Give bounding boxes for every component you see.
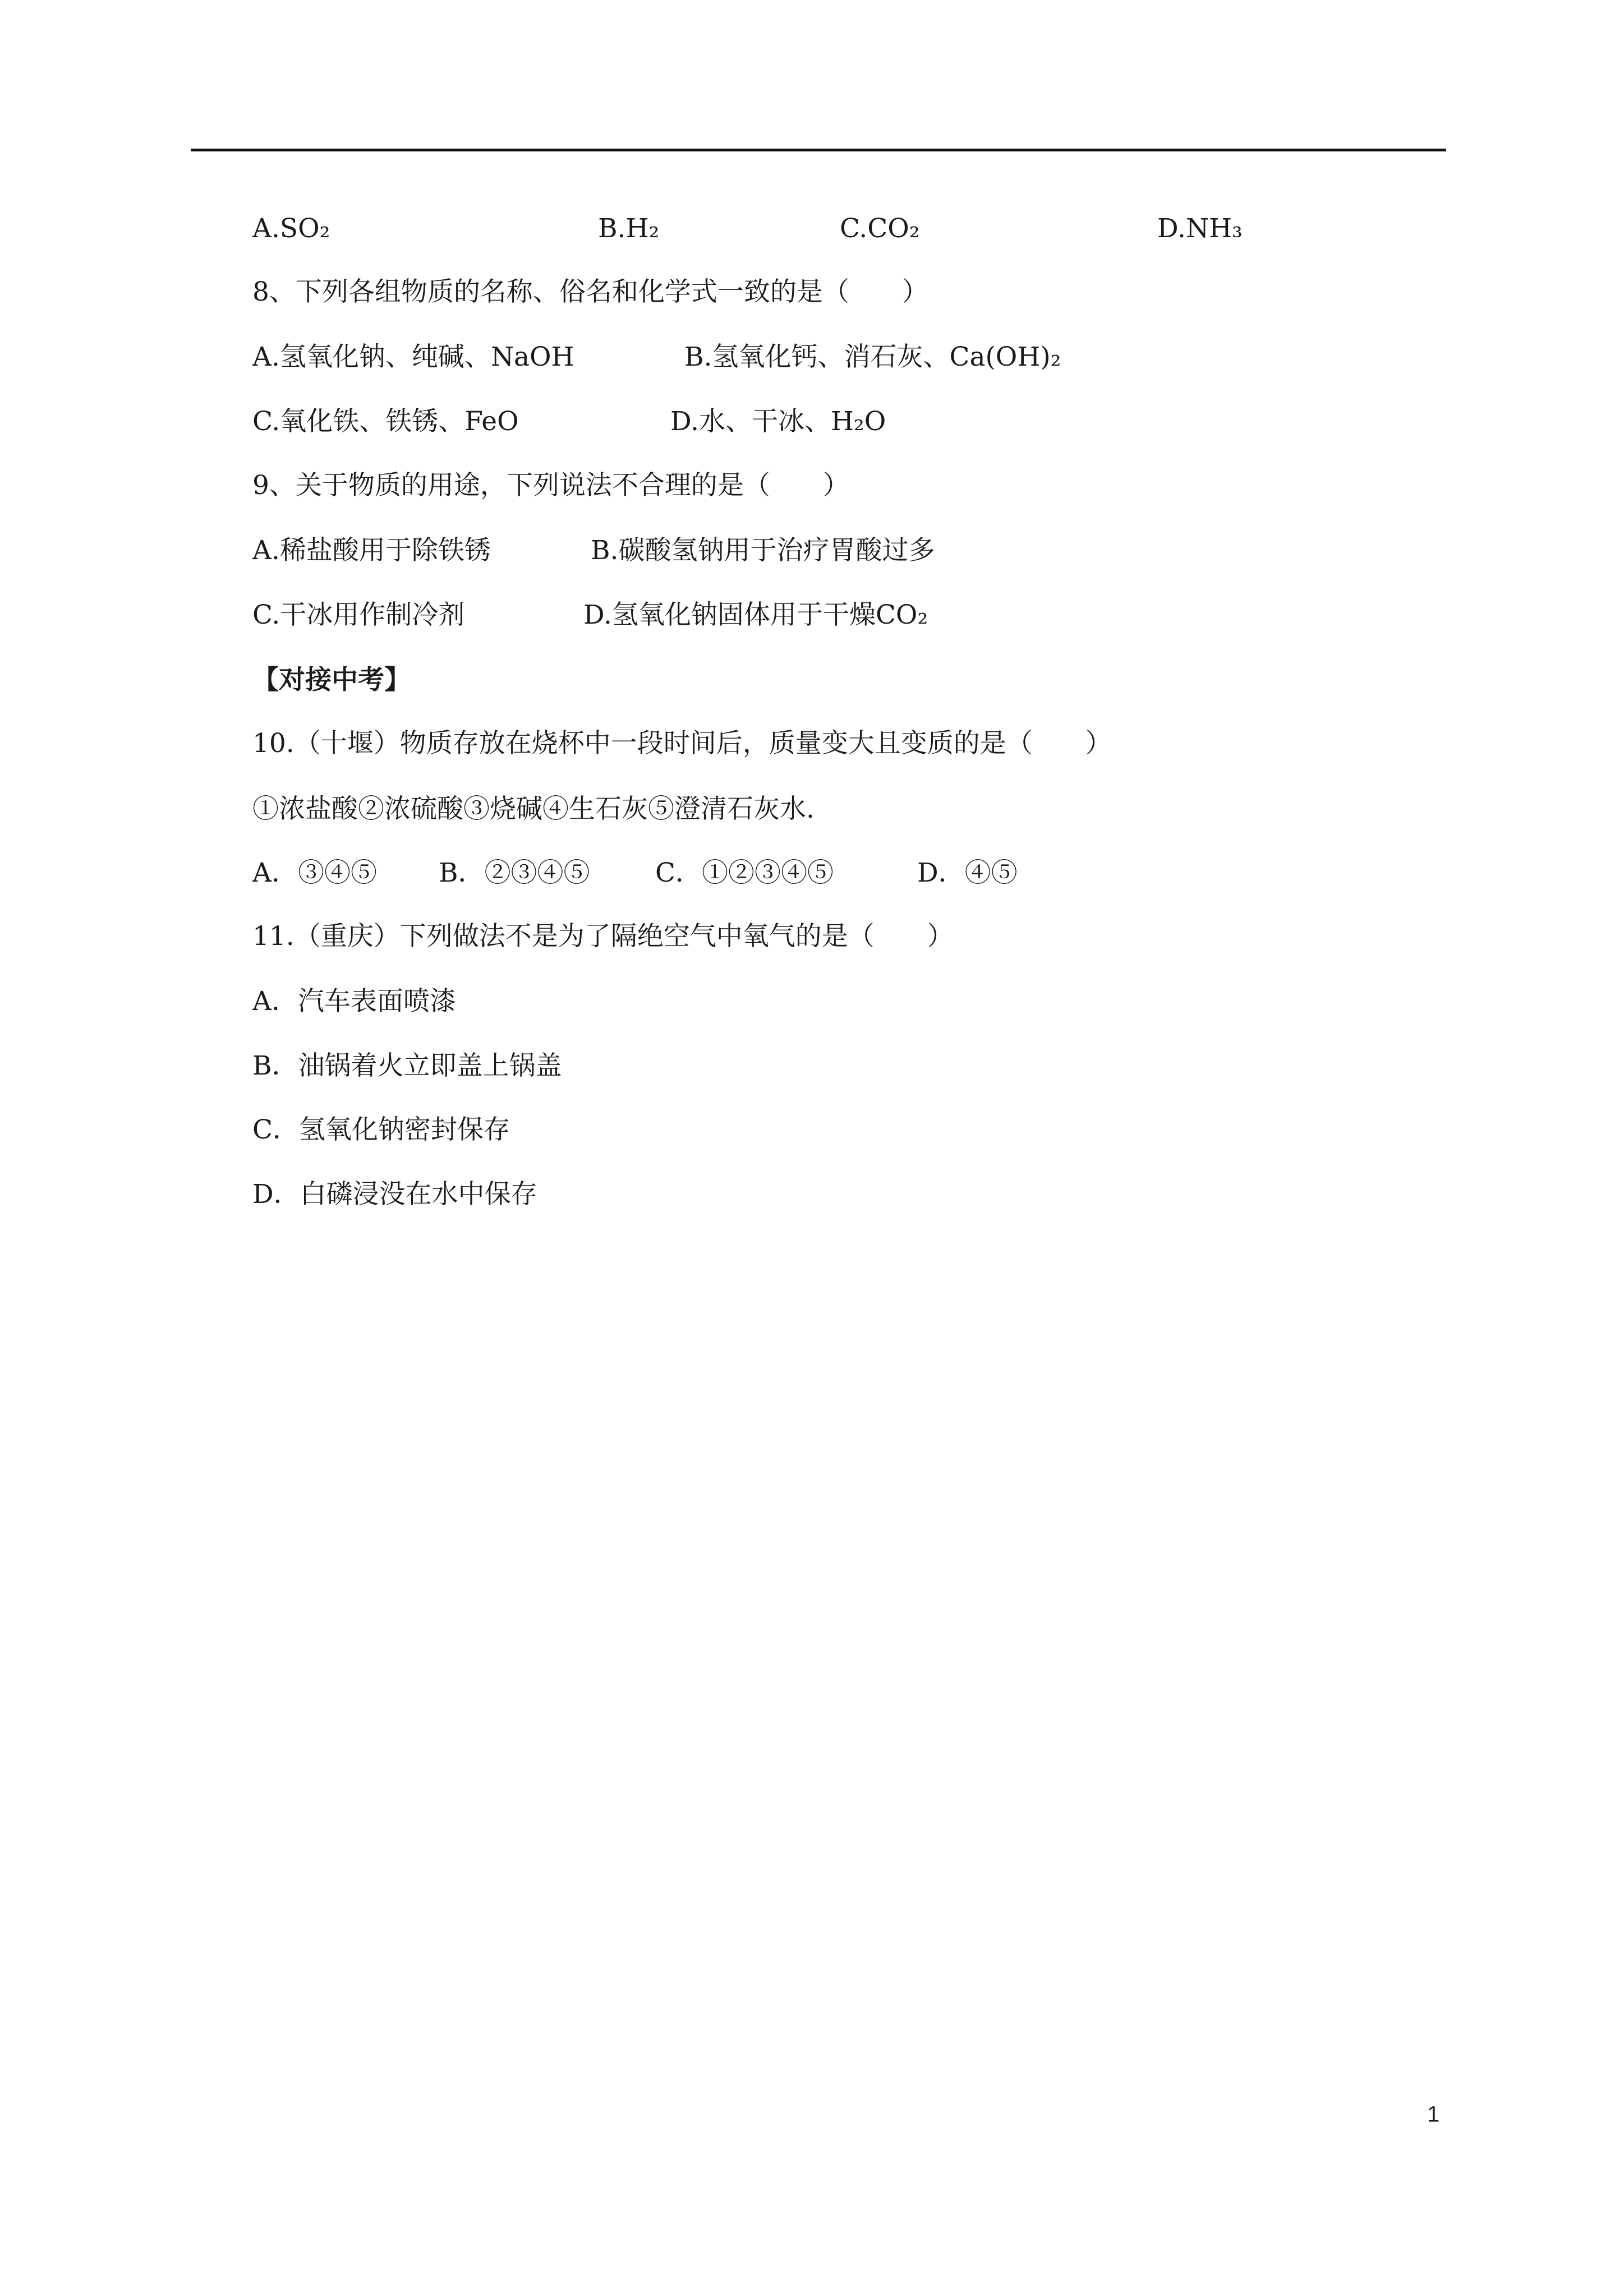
q11-option-b: B．油锅着火立即盖上锅盖 (252, 1050, 562, 1081)
q8-stem: 8、下列各组物质的名称、俗名和化学式一致的是（ ） (252, 276, 928, 307)
q7-option-a: A.SO₂ (252, 213, 330, 244)
q10-option-b: B．②③④⑤ (439, 857, 590, 888)
page-number: 1 (1427, 2102, 1440, 2127)
header-rule (191, 149, 1446, 151)
q10-stem: 10.（十堰）物质存放在烧杯中一段时间后，质量变大且变质的是（ ） (252, 728, 1112, 759)
q11-option-c: C．氢氧化钠密封保存 (252, 1114, 510, 1145)
q7-option-c: C.CO₂ (840, 213, 920, 244)
q11-option-a: A．汽车表面喷漆 (252, 986, 456, 1017)
q10-items: ①浓盐酸②浓硫酸③烧碱④生石灰⑤澄清石灰水. (252, 794, 815, 824)
q8-option-b: B.氢氧化钙、消石灰、Ca(OH)₂ (684, 342, 1061, 372)
q8-option-a: A.氢氧化钠、纯碱、NaOH (252, 342, 574, 372)
q10-option-a: A．③④⑤ (252, 857, 377, 888)
q7-option-b: B.H₂ (598, 213, 660, 244)
q9-option-b: B.碳酸氢钠用于治疗胃酸过多 (591, 535, 935, 566)
q10-option-c: C．①②③④⑤ (655, 857, 834, 888)
q8-option-c: C.氧化铁、铁锈、FeO (252, 406, 519, 437)
q9-option-a: A.稀盐酸用于除铁锈 (252, 535, 491, 566)
q7-option-d: D.NH₃ (1157, 213, 1243, 244)
q9-option-c: C.干冰用作制冷剂 (252, 600, 465, 630)
section-title: 【对接中考】 (252, 665, 411, 695)
q8-option-d: D.水、干冰、H₂O (670, 406, 886, 437)
q11-stem: 11.（重庆）下列做法不是为了隔绝空气中氧气的是（ ） (252, 921, 954, 952)
q9-option-d: D.氢氧化钠固体用于干燥CO₂ (583, 600, 928, 630)
q10-option-d: D．④⑤ (917, 857, 1018, 888)
q9-stem: 9、关于物质的用途，下列说法不合理的是（ ） (252, 470, 849, 501)
q11-option-d: D．白磷浸没在水中保存 (252, 1179, 537, 1210)
